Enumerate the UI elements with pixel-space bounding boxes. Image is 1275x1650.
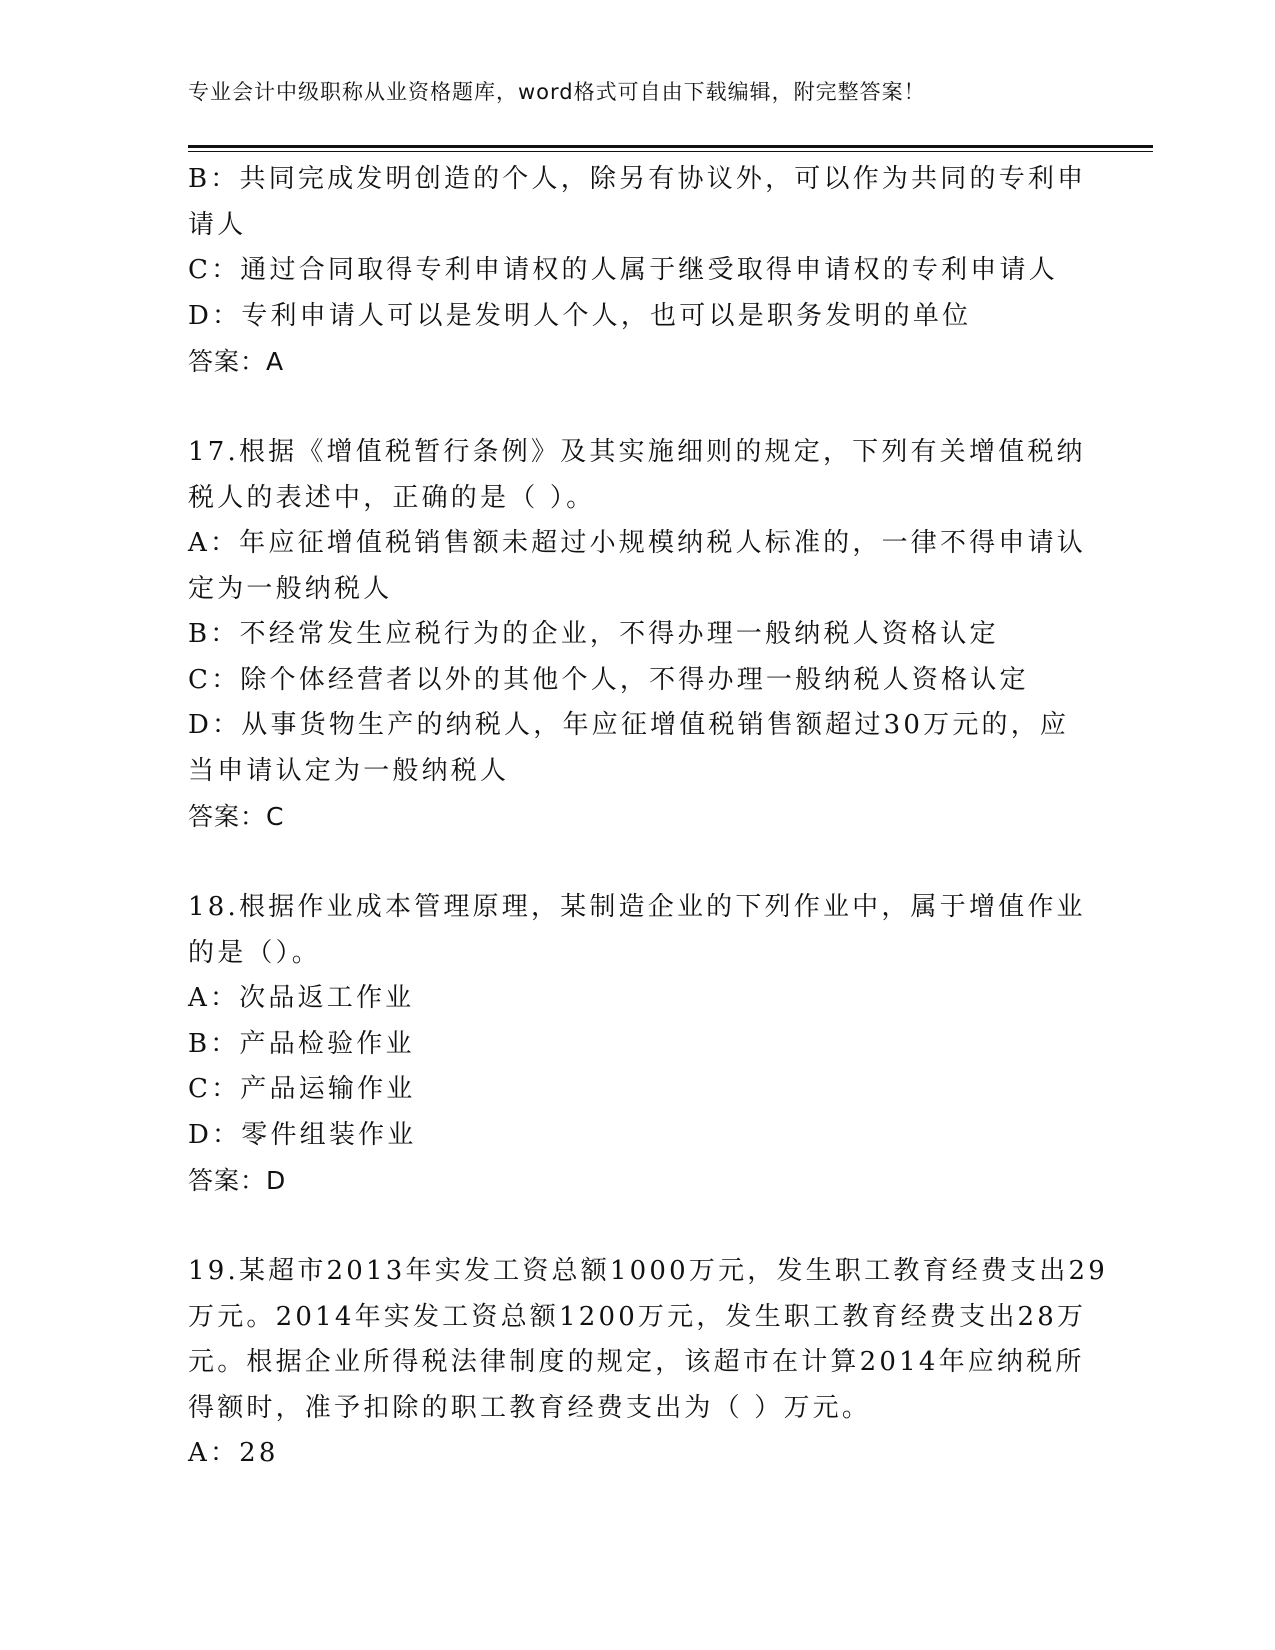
q19-stem-line3: 元。根据企业所得税法律制度的规定，该超市在计算2014年应纳税所 xyxy=(188,1347,1085,1377)
spacer xyxy=(188,1204,1088,1250)
question-19 xyxy=(188,1249,1108,1477)
q18-stem-line2: 的是（）。 xyxy=(188,937,322,968)
q18-option-c: C：产品运输作业 xyxy=(188,1074,416,1104)
q16-option-d: D：专利申请人可以是发明人个人，也可以是职务发明的单位 xyxy=(188,300,972,331)
q17-option-c: C：除个体经营者以外的其他个人，不得办理一般纳税人资格认定 xyxy=(188,664,1029,695)
q18-option-a: A：次品返工作业 xyxy=(188,983,415,1013)
q16-answer: 答案：A xyxy=(188,347,285,376)
q16-option-b-line2: 请人 xyxy=(188,209,247,240)
header-rule-thin xyxy=(188,151,1153,152)
q18-answer: 答案：D xyxy=(188,1166,287,1195)
question-18 xyxy=(188,885,1088,1204)
q17-option-b: B：不经常发生应税行为的企业，不得办理一般纳税人资格认定 xyxy=(188,619,999,649)
q16-option-b-line1: B：共同完成发明创造的个人，除另有协议外，可以作为共同的专利申 xyxy=(188,164,1087,194)
spacer xyxy=(188,385,1088,431)
q17-option-d-line2: 当申请认定为一般纳税人 xyxy=(188,755,510,786)
header-rule-thick xyxy=(188,145,1153,148)
q18-option-d: D：零件组装作业 xyxy=(188,1119,417,1150)
q19-stem-line1: 19.某超市2013年实发工资总额1000万元，发生职工教育经费支出29 xyxy=(188,1256,1108,1286)
q17-option-a-line2: 定为一般纳税人 xyxy=(188,573,393,604)
q17-stem-line2: 税人的表述中，正确的是（ ）。 xyxy=(188,482,596,513)
q19-stem-line2: 万元。2014年实发工资总额1200万元，发生职工教育经费支出28万 xyxy=(188,1301,1087,1332)
q17-stem-line1: 17.根据《增值税暂行条例》及其实施细则的规定，下列有关增值税纳 xyxy=(188,437,1086,467)
q17-option-a-line1: A：年应征增值税销售额未超过小规模纳税人标准的，一律不得申请认 xyxy=(188,528,1086,558)
q17-answer: 答案：C xyxy=(188,802,285,831)
q18-option-b: B：产品检验作业 xyxy=(188,1028,415,1059)
q17-option-d-line1: D：从事货物生产的纳税人，年应征增值税销售额超过30万元的，应 xyxy=(188,710,1070,740)
q19-stem-line4: 得额时，准予扣除的职工教育经费支出为（ ）万元。 xyxy=(188,1392,872,1423)
q18-stem-line1: 18.根据作业成本管理原理，某制造企业的下列作业中，属于增值作业 xyxy=(188,892,1086,922)
q16-option-c: C：通过合同取得专利申请权的人属于继受取得申请权的专利申请人 xyxy=(188,255,1058,285)
question-16 xyxy=(188,157,1088,385)
question-content xyxy=(188,157,1108,1477)
q19-option-a: A：28 xyxy=(188,1438,279,1468)
question-17 xyxy=(188,430,1088,840)
spacer xyxy=(188,840,1088,886)
page-header-text: 专业会计中级职称从业资格题库，word格式可自由下载编辑，附完整答案！ xyxy=(188,80,926,104)
